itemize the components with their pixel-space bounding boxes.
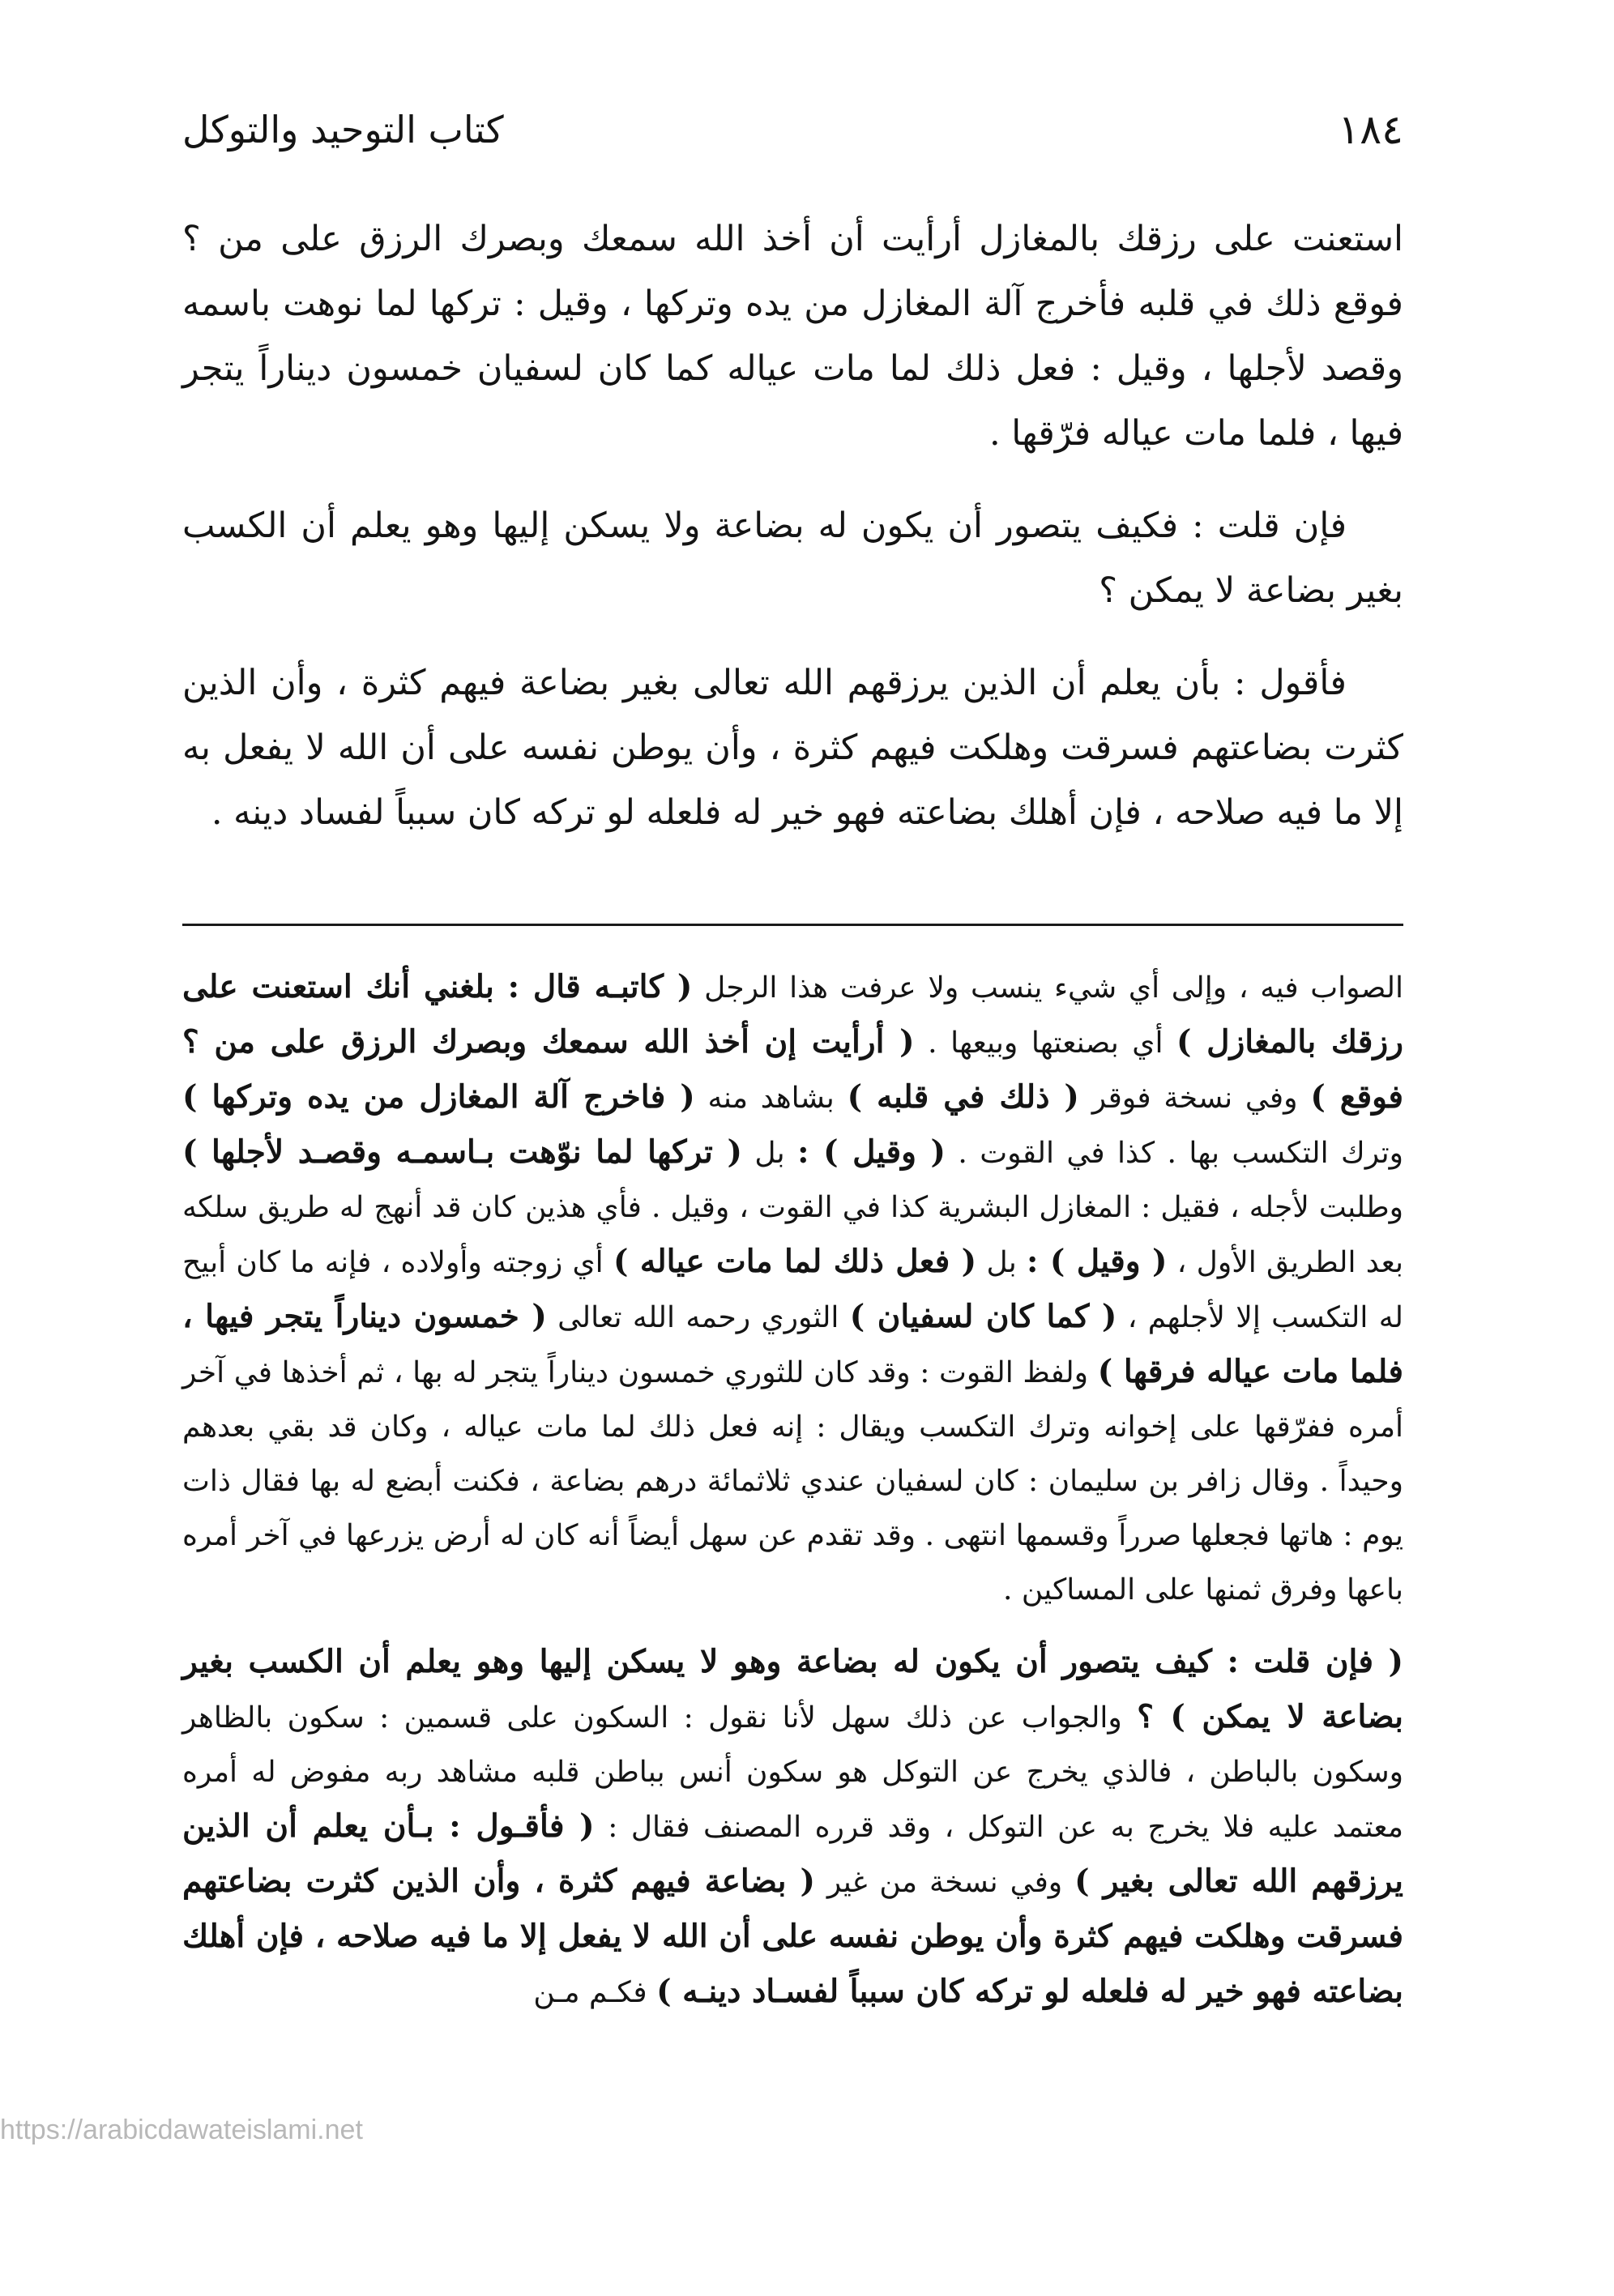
commentary-plain: بل	[754, 1137, 785, 1170]
commentary-quote: ( فاخرج آلة المغازل من يده وتركها )	[182, 1078, 695, 1116]
watermark-url: https://arabicdawateislami.net	[0, 2115, 363, 2145]
commentary-text	[182, 960, 1403, 2038]
commentary-plain: وطلبت لأجله ، فقيل : المغازل البشرية كذا في القوت ، وقيل . فأي هذين كان قد أنهج له طريق سلكه بعد الطريق الأول ،	[182, 1191, 1404, 1279]
page-header	[182, 97, 1403, 162]
main-paragraph-2: فإن قلت : فكيف يتصور أن يكون له بضاعة ولا يسكن إليها وهو يعلم أن الكسب بغير بضاعة لا يمكن ؟	[182, 506, 1403, 611]
commentary-plain: أي بصنعتها وبيعها .	[928, 1026, 1164, 1060]
book-title: كتاب التوحيد والتوكل	[182, 108, 504, 152]
commentary-plain: بل	[986, 1246, 1017, 1279]
commentary-plain: وفي نسخة من غير	[826, 1866, 1063, 1899]
commentary-plain: وفي نسخة فوقر	[1091, 1082, 1298, 1115]
commentary-quote: ( أرأيت إن أخذ الله سمعك وبصرك الرزق على من ؟ فوقع )	[182, 1023, 1403, 1116]
main-text	[182, 207, 1403, 873]
commentary-plain: والجواب عن ذلك سهل لأنا نقول : السكون على قسمين : سكون بالظاهر وسكون بالباطن ، فالذي يخرج عن التوكل هو سكون أنس بباطن قلبه مشاهد ربه مفوض له أمره معتمد عليه فلا يخرج به عن التوكل ، وقد قرره المصنف فقال :	[182, 1701, 1403, 1844]
commentary-quote: ( تركها لما نوّهت بـاسمـه وقصـد لأجلها )	[182, 1133, 742, 1171]
commentary-quote: ( خمسون ديناراً يتجر فيها ، فلما مات عياله فرقها )	[182, 1298, 1403, 1390]
commentary-plain: الصواب فيه ، وإلى أي شيء ينسب ولا عرفت هذا الرجل	[704, 971, 1403, 1005]
commentary-quote: ( بضاعة فيهم كثرة ، وأن الذين كثرت بضاعتهم فسرقت وهلكت فيهم كثرة وأن يوطن نفسه على أن الله لا يفعل إلا ما فيه صلاحه ، فإن أهلك بضاعته فهو خير له فلعله لو تركه كان سبباً لفسـاد دينـه )	[182, 1863, 1403, 2010]
commentary-paragraph-2	[182, 1635, 1403, 2020]
commentary-quote: ( فإن قلت : كيف يتصور أن يكون له بضاعة وهو لا يسكن إليها وهو يعلم أن الكسب بغير بضاعة لا يمكن ) ؟	[182, 1643, 1404, 1735]
commentary-plain: فكـم مـن	[533, 1976, 647, 2009]
commentary-quote: ( وقيل ) :	[1027, 1243, 1168, 1280]
commentary-quote: ( ذلك في قلبه )	[847, 1078, 1079, 1116]
commentary-quote: ( فأقـول : بـأن يعلم أن الذين يرزقهم الله تعالى بغير )	[182, 1807, 1403, 1900]
page-number: ١٨٤	[1338, 106, 1403, 153]
commentary-quote: ( كاتبـه قال : بلغني أنك استعنت على رزقك بالمغازل )	[182, 968, 1404, 1061]
commentary-quote: ( فعل ذلك لما مات عياله )	[613, 1243, 977, 1280]
main-paragraph-1: استعنت على رزقك بالمغازل أرأيت أن أخذ الله سمعك وبصرك الرزق على من ؟ فوقع ذلك في قلبه فأخرج آلة المغازل من يده وتركها ، وقيل : تركها لما نوهت باسمه وقصد لأجلها ، وقيل : فعل ذلك لما مات عياله كما كان لسفيان خمسون ديناراً يتجر فيها ، فلما مات عياله فرّقها .	[182, 219, 1403, 454]
main-paragraph-3: فأقول : بأن يعلم أن الذين يرزقهم الله تعالى بغير بضاعة فيهم كثرة ، وأن الذين كثرت بضاعتهم فسرقت وهلكت فيهم كثرة ، وأن يوطن نفسه على أن الله لا يفعل به إلا ما فيه صلاحه ، فإن أهلك بضاعته فهو خير له فلعله لو تركه كان سبباً لفساد دينه .	[182, 663, 1403, 833]
divider-line	[182, 924, 1403, 926]
commentary-quote: ( كما كان لسفيان )	[849, 1298, 1117, 1335]
commentary-plain: الثوري رحمه الله تعالى	[557, 1301, 839, 1334]
commentary-plain: وترك التكسب بها . كذا في القوت .	[958, 1137, 1403, 1170]
commentary-plain: ولفظ القوت : وقد كان للثوري خمسون ديناراً يتجر له بها ، ثم أخذها في آخر أمره ففرّقها على إخوانه وترك التكسب ويقال : إنه فعل ذلك لما مات عياله ، وكان قد بقي بعدهم وحيداً . وقال زافر بن سليمان : كان لسفيان عندي ثلاثمائة درهم بضاعة ، فكنت أبضع له بها فقال ذات يوم : هاتها فجعلها صرراً وقسمها انتهى . وقد تقدم عن سهل أيضاً أنه كان له أرض يزرعها في آخر أمره باعها وفرق ثمنها على المساكين .	[182, 1356, 1403, 1607]
commentary-plain: أي زوجته وأولاده ، فإنه ما كان أبيح له التكسب إلا لأجلهم ،	[182, 1246, 1403, 1334]
commentary-paragraph-1	[182, 960, 1403, 1617]
commentary-plain: بشاهد منه	[707, 1082, 835, 1115]
commentary-quote: ( وقيل ) :	[797, 1133, 946, 1171]
